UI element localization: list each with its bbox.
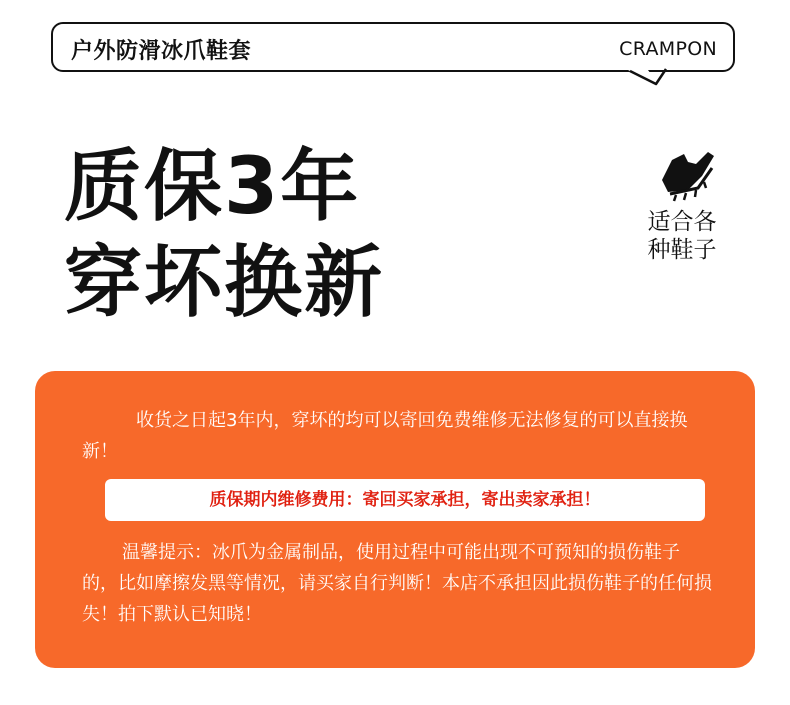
header-title: 户外防滑冰爪鞋套 — [71, 39, 252, 64]
warranty-panel — [35, 371, 755, 668]
header-box — [51, 22, 735, 72]
headline-replace: 穿坏换新 — [64, 238, 385, 328]
headline-warranty: 质保3年 — [64, 142, 361, 232]
repair-cost-notice: 质保期内维修费用：寄回买家承担，寄出卖家承担！ — [105, 479, 705, 521]
side-label — [632, 208, 732, 264]
header-subtitle: CRAMPON — [619, 38, 717, 60]
header-pointer — [626, 68, 670, 88]
warranty-paragraph: 收货之日起3年内，穿坏的均可以寄回免费维修无法修复的可以直接换新！ — [82, 410, 688, 462]
shoe-icon — [658, 150, 716, 202]
side-label-line1: 适合各 — [647, 209, 717, 235]
side-label-line2: 种鞋子 — [647, 237, 717, 263]
reminder-paragraph: 温馨提示：冰爪为金属制品，使用过程中可能出现不可预知的损伤鞋子的，比如摩擦发黑等情况，请买家自行判断！本店不承担因此损伤鞋子的任何损失！拍下默认已知晓！ — [82, 542, 712, 625]
